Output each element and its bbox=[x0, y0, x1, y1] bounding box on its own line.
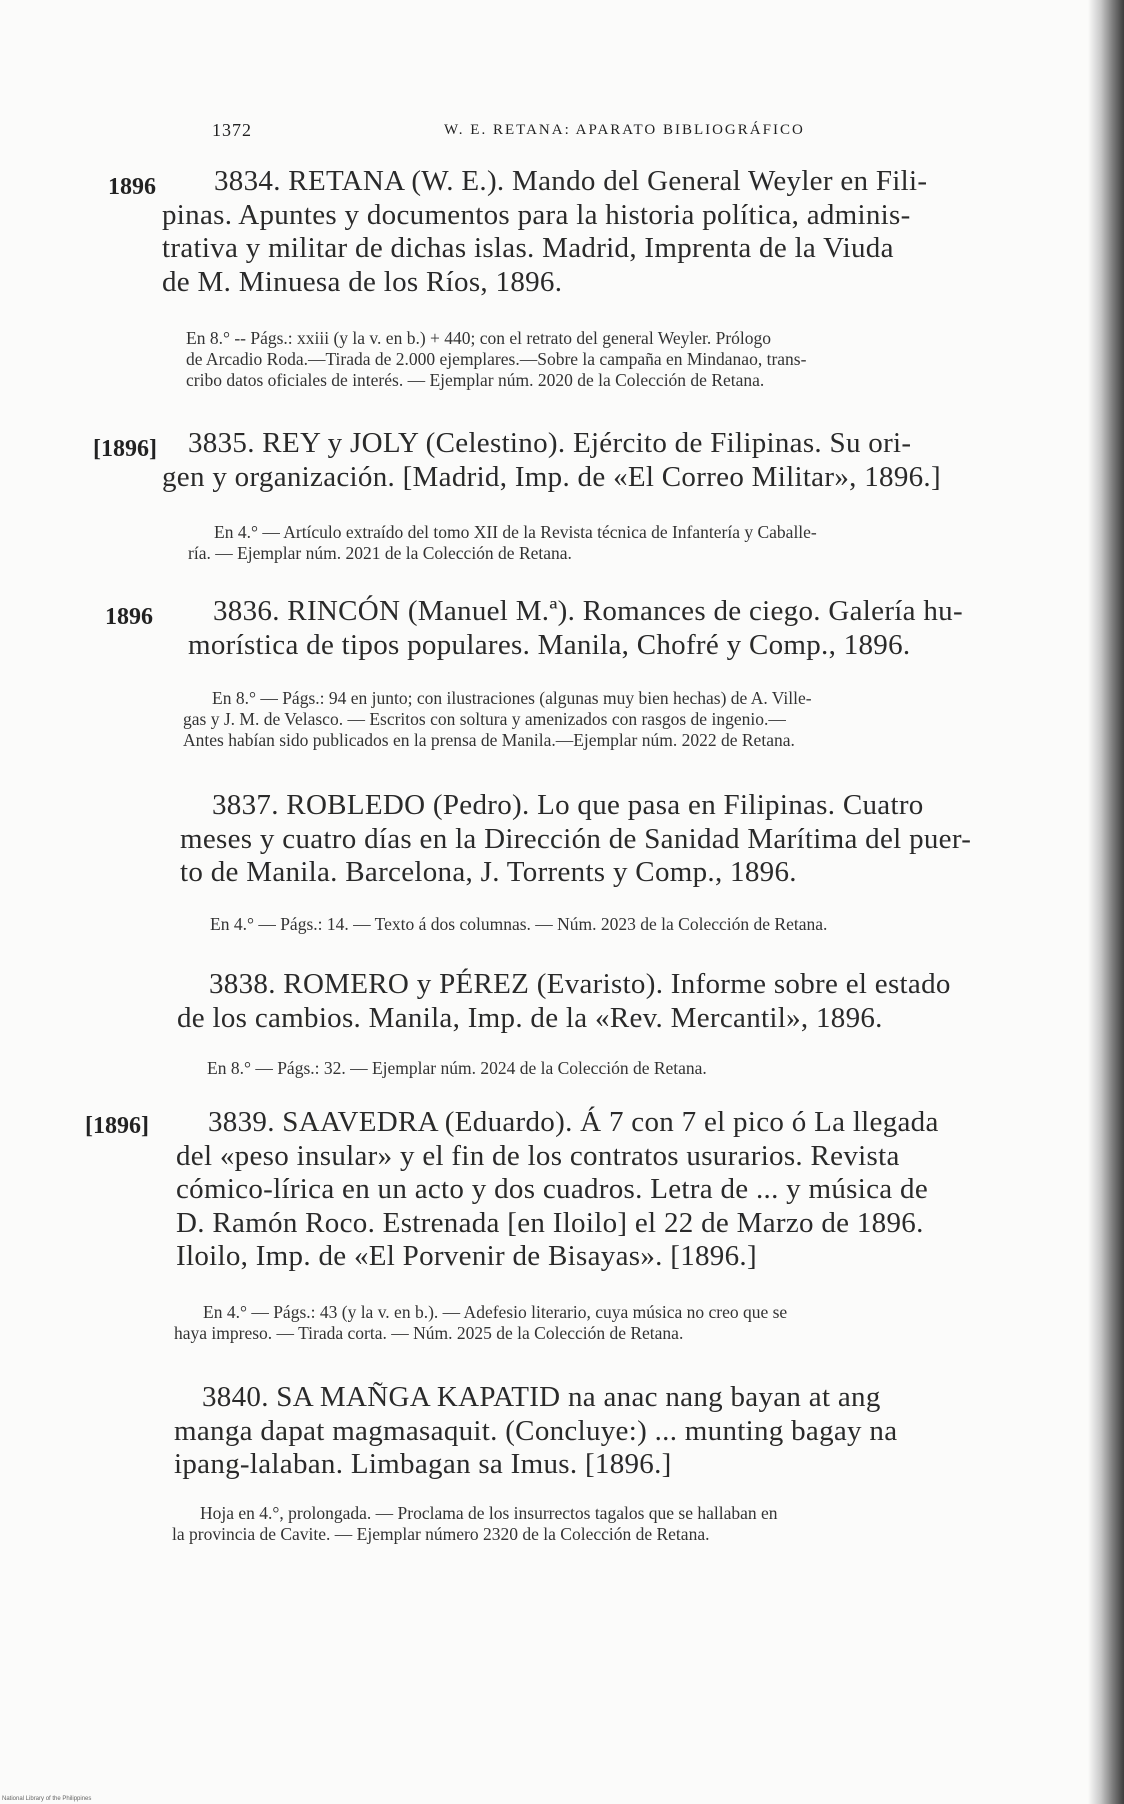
entry-line: 3835. REY y JOLY (Celestino). Ejército de Filipinas. Su ori- bbox=[188, 427, 912, 459]
entry-note bbox=[188, 522, 974, 564]
entry-line: 3834. RETANA (W. E.). Mando del General Weyler en Fili- bbox=[214, 165, 928, 197]
note-line: En 4.° — Págs.: 43 (y la v. en b.). — Adefesio literario, cuya música no creo que se bbox=[203, 1302, 788, 1322]
entry-3838 bbox=[177, 968, 977, 1035]
page-header bbox=[212, 120, 972, 144]
entry-line: cómico-lírica en un acto y dos cuadros. Letra de ... y música de bbox=[176, 1173, 928, 1205]
note-line: ría. — Ejemplar núm. 2021 de la Colección de Retana. bbox=[188, 543, 572, 563]
note-line: gas y J. M. de Velasco. — Escritos con soltura y amenizados con rasgos de ingenio.— bbox=[183, 709, 786, 729]
page-number: 1372 bbox=[212, 120, 252, 140]
entry-line: meses y cuatro días en la Dirección de Sanidad Marítima del puer- bbox=[180, 822, 972, 855]
entry-note bbox=[174, 1302, 975, 1344]
entry-3835 bbox=[162, 427, 978, 494]
entry-line: trativa y militar de dichas islas. Madrid, Imprenta de la Viuda bbox=[162, 232, 894, 264]
entry-line: de los cambios. Manila, Imp. de la «Rev. Mercantil», 1896. bbox=[177, 1001, 883, 1034]
entry-3837 bbox=[180, 789, 980, 890]
note-line: haya impreso. — Tirada corta. — Núm. 2025 de la Colección de Retana. bbox=[174, 1323, 684, 1343]
note-line: En 8.° — Págs.: 32. — Ejemplar núm. 2024 de la Colección de Retana. bbox=[207, 1058, 707, 1078]
entry-3839 bbox=[176, 1106, 976, 1274]
note-line: En 8.° — Págs.: 94 en junto; con ilustraciones (algunas muy bien hechas) de A. Ville- bbox=[212, 688, 812, 708]
entry-line: del «peso insular» y el fin de los contratos usurarios. Revista bbox=[176, 1139, 900, 1172]
entry-line: ipang-lalaban. Limbagan sa Imus. [1896.] bbox=[174, 1448, 672, 1480]
note-line: En 4.° — Artículo extraído del tomo XII de la Revista técnica de Infantería y Caballe- bbox=[214, 522, 817, 542]
running-head: W. E. RETANA: APARATO BIBLIOGRÁFICO bbox=[444, 122, 805, 138]
entry-year: [1896] bbox=[93, 436, 157, 462]
entry-note bbox=[210, 914, 976, 935]
entry-3840 bbox=[174, 1381, 974, 1482]
entry-year: 1896 bbox=[105, 604, 153, 630]
entry-note bbox=[186, 328, 976, 391]
entry-line: gen y organización. [Madrid, Imp. de «El Correo Militar», 1896.] bbox=[162, 460, 941, 493]
entry-year: 1896 bbox=[108, 174, 156, 200]
entry-note bbox=[183, 688, 974, 751]
entry-line: 3839. SAAVEDRA (Eduardo). Á 7 con 7 el pico ó La llegada bbox=[208, 1106, 939, 1138]
entry-3834 bbox=[162, 165, 962, 299]
entry-line: 3840. SA MAÑGA KAPATID na anac nang bayan at ang bbox=[202, 1381, 881, 1413]
entry-line: to de Manila. Barcelona, J. Torrents y Comp., 1896. bbox=[180, 856, 797, 888]
entry-line: 3837. ROBLEDO (Pedro). Lo que pasa en Filipinas. Cuatro bbox=[212, 789, 924, 821]
note-line: En 8.° -- Págs.: xxiii (y la v. en b.) + 440; con el retrato del general Weyler. Prólogo bbox=[186, 328, 772, 348]
page-edge-shadow bbox=[1088, 0, 1124, 1804]
entry-line: 3836. RINCÓN (Manuel M.ª). Romances de ciego. Galería hu- bbox=[213, 595, 963, 627]
entry-line: de M. Minuesa de los Ríos, 1896. bbox=[162, 265, 563, 298]
entry-line: Iloilo, Imp. de «El Porvenir de Bisayas». [1896.] bbox=[176, 1240, 757, 1272]
note-line: la provincia de Cavite. — Ejemplar número 2320 de la Colección de Retana. bbox=[172, 1524, 710, 1544]
note-line: de Arcadio Roda.—Tirada de 2.000 ejemplares.—Sobre la campaña en Mindanao, trans- bbox=[186, 349, 807, 369]
scan-footer-credit: National Library of the Philippines bbox=[2, 1796, 92, 1802]
entry-line: 3838. ROMERO y PÉREZ (Evaristo). Informe sobre el estado bbox=[209, 968, 951, 1000]
note-line: Antes habían sido publicados en la prensa de Manila.—Ejemplar núm. 2022 de Retana. bbox=[183, 730, 795, 750]
note-line: Hoja en 4.°, prolongada. — Proclama de los insurrectos tagalos que se hallaban en bbox=[200, 1503, 778, 1523]
entry-line: morística de tipos populares. Manila, Chofré y Comp., 1896. bbox=[188, 628, 911, 661]
entry-line: pinas. Apuntes y documentos para la historia política, adminis- bbox=[162, 198, 911, 231]
note-line: En 4.° — Págs.: 14. — Texto á dos columnas. — Núm. 2023 de la Colección de Retana. bbox=[210, 914, 828, 934]
note-line: cribo datos oficiales de interés. — Ejemplar núm. 2020 de la Colección de Retana. bbox=[186, 370, 765, 390]
entry-year: [1896] bbox=[85, 1113, 149, 1139]
entry-note bbox=[172, 1503, 972, 1545]
entry-3836 bbox=[188, 595, 978, 662]
entry-line: manga dapat magmasaquit. (Concluye:) ... munting bagay na bbox=[174, 1414, 898, 1447]
entry-line: D. Ramón Roco. Estrenada [en Iloilo] el 22 de Marzo de 1896. bbox=[176, 1206, 924, 1239]
entry-note bbox=[207, 1058, 967, 1079]
